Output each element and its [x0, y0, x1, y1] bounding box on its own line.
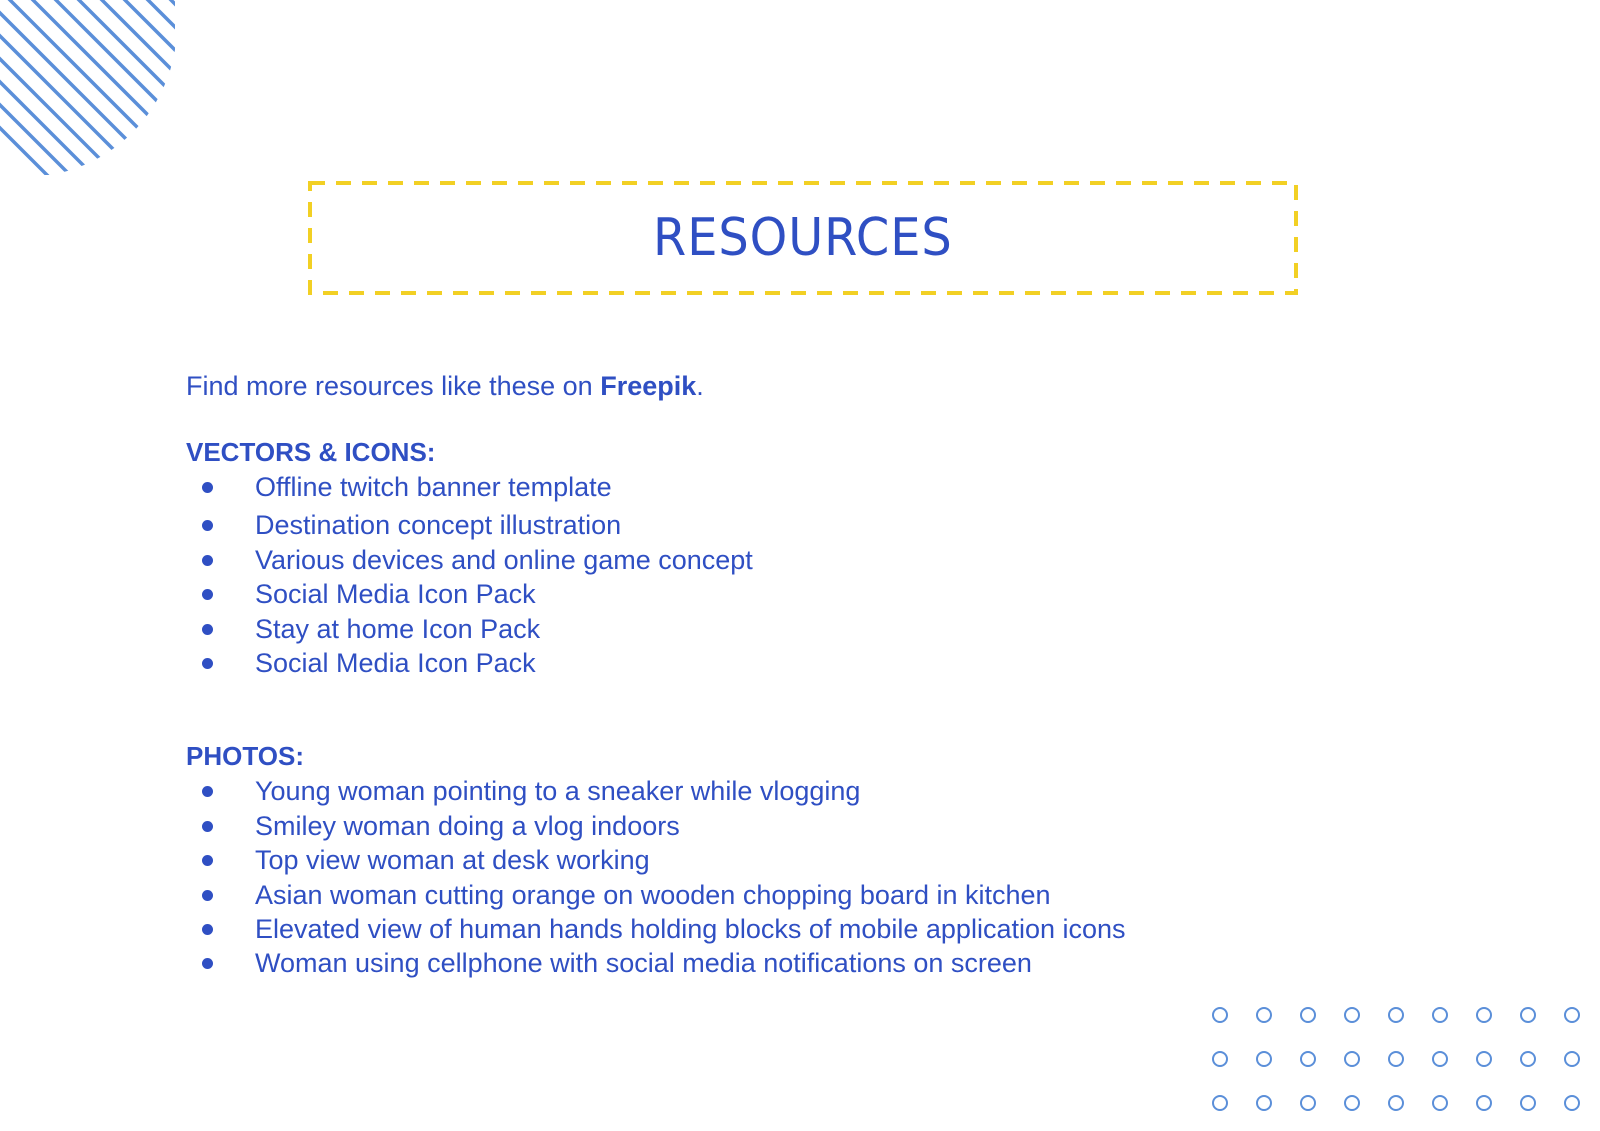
photos-list: [186, 774, 1436, 980]
list-item: [186, 646, 1436, 680]
dot-circle: [1213, 1052, 1227, 1066]
list-item: [186, 577, 1436, 611]
resource-link[interactable]: Social Media Icon Pack: [255, 648, 536, 679]
resource-link[interactable]: Smiley woman doing a vlog indoors: [255, 810, 680, 841]
intro-prefix: Find more resources like these on: [186, 371, 601, 401]
dot-circle: [1345, 1008, 1359, 1022]
resource-link[interactable]: Various devices and online game concept: [255, 544, 753, 575]
dot-circle: [1433, 1008, 1447, 1022]
bullet-icon: [202, 624, 213, 635]
intro-text: [186, 366, 1436, 406]
page-title: RESOURCES: [653, 208, 953, 268]
list-item: [186, 809, 1436, 843]
dot-circle: [1477, 1008, 1491, 1022]
bullet-icon: [202, 555, 213, 566]
dot-circle: [1345, 1096, 1359, 1110]
resource-link[interactable]: Offline twitch banner template: [255, 472, 612, 502]
bullet-icon: [202, 890, 213, 901]
diagonal-stripes-decoration: [0, 0, 175, 175]
list-item: [186, 612, 1436, 646]
bullet-icon: [202, 482, 213, 493]
resource-link[interactable]: Young woman pointing to a sneaker while vlogging: [255, 776, 861, 807]
list-item: [186, 470, 1436, 504]
bullet-icon: [202, 589, 213, 600]
resource-link[interactable]: Asian woman cutting orange on wooden chopping board in kitchen: [255, 879, 1051, 910]
list-item: [186, 543, 1436, 577]
resource-link[interactable]: Top view woman at desk working: [255, 845, 650, 876]
list-item: [186, 912, 1436, 946]
bullet-icon: [202, 786, 213, 797]
dot-circle: [1433, 1052, 1447, 1066]
dot-circle: [1477, 1052, 1491, 1066]
vectors-list: [186, 470, 1436, 680]
bullet-icon: [202, 520, 213, 531]
resources-content: [186, 366, 1436, 981]
list-item: [186, 774, 1436, 808]
resource-link[interactable]: Destination concept illustration: [255, 510, 622, 541]
photos-heading: PHOTOS:: [186, 741, 304, 772]
list-item: [186, 843, 1436, 877]
dot-circle: [1301, 1052, 1315, 1066]
dot-circle: [1477, 1096, 1491, 1110]
resource-link[interactable]: Elevated view of human hands holding blocks of mobile application icons: [255, 914, 1126, 945]
dot-circle: [1301, 1008, 1315, 1022]
dot-circle: [1521, 1052, 1535, 1066]
dot-circle: [1345, 1052, 1359, 1066]
dot-circle: [1521, 1096, 1535, 1110]
bullet-icon: [202, 658, 213, 669]
intro-suffix: .: [696, 371, 704, 401]
dot-circle: [1521, 1008, 1535, 1022]
dot-circle: [1389, 1052, 1403, 1066]
resource-link[interactable]: Stay at home Icon Pack: [255, 613, 541, 644]
bullet-icon: [202, 821, 213, 832]
dot-circle: [1257, 1008, 1271, 1022]
dot-circle: [1433, 1096, 1447, 1110]
bullet-icon: [202, 855, 213, 866]
freepik-link[interactable]: Freepik: [600, 371, 697, 401]
dot-circle: [1565, 1096, 1579, 1110]
dot-circle: [1257, 1052, 1271, 1066]
list-item: [186, 946, 1436, 980]
vectors-heading: VECTORS & ICONS:: [186, 437, 436, 467]
dot-circle: [1565, 1008, 1579, 1022]
dot-circle: [1213, 1008, 1227, 1022]
title-box: [308, 181, 1298, 295]
dot-circle: [1213, 1096, 1227, 1110]
dot-circle: [1257, 1096, 1271, 1110]
list-item: [186, 878, 1436, 912]
dot-circle: [1389, 1096, 1403, 1110]
resource-link[interactable]: Woman using cellphone with social media notifications on screen: [255, 948, 1032, 979]
dot-circle: [1565, 1052, 1579, 1066]
dot-circle: [1301, 1096, 1315, 1110]
dot-circle: [1389, 1008, 1403, 1022]
resource-link[interactable]: Social Media Icon Pack: [255, 579, 536, 610]
list-item: [186, 508, 1436, 542]
dot-grid-decoration: [1205, 1000, 1600, 1131]
bullet-icon: [202, 924, 213, 935]
bullet-icon: [202, 958, 213, 969]
